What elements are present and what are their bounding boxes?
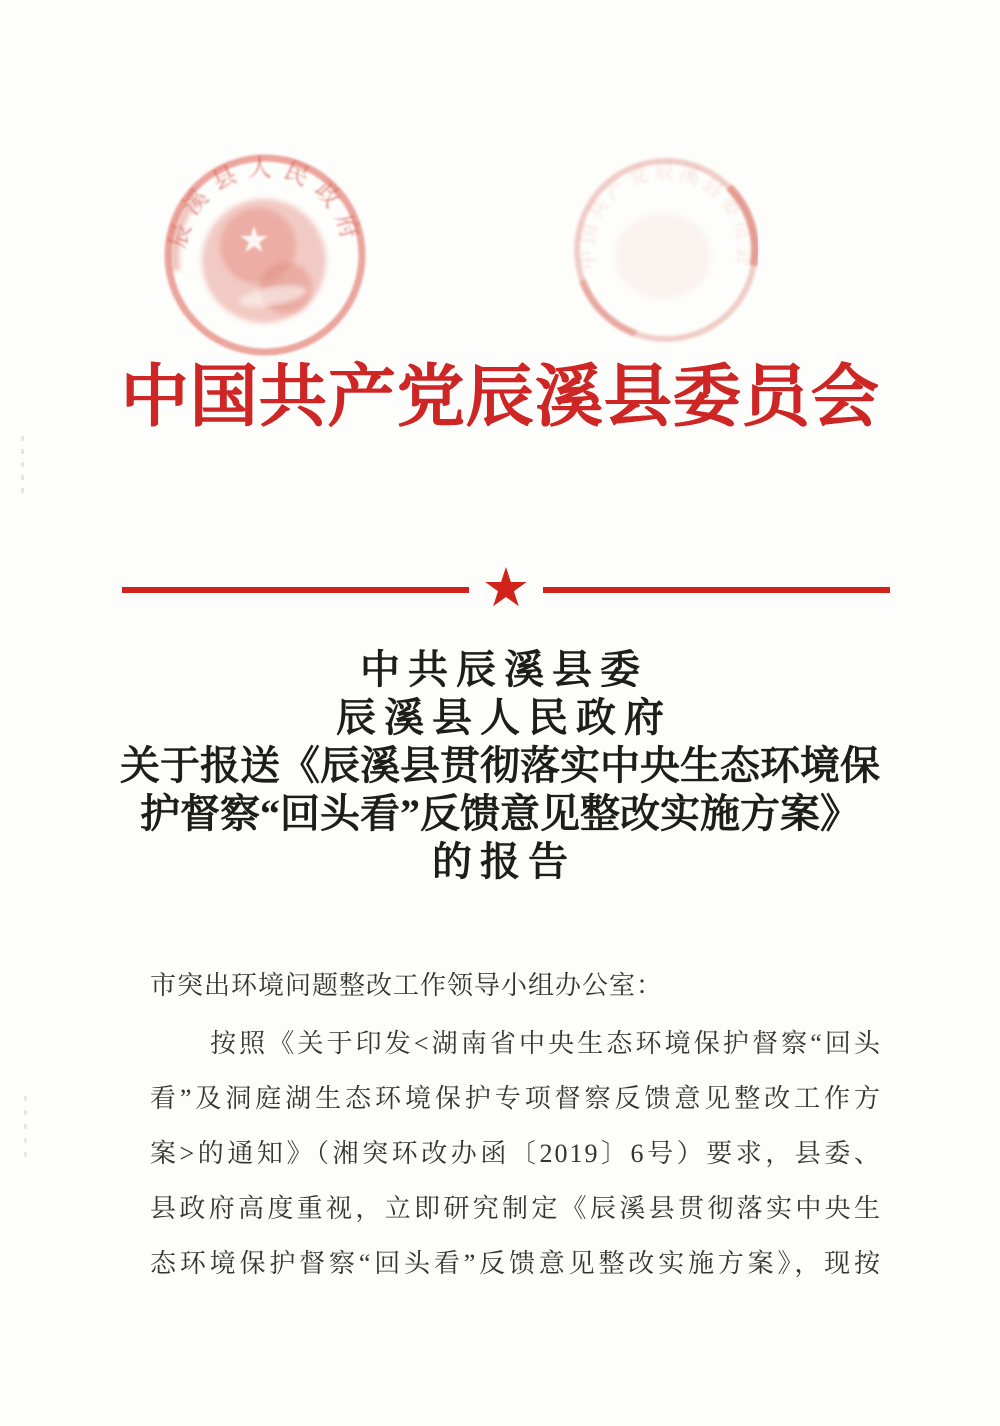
salutation: 市突出环境问题整改工作领导小组办公室： (150, 971, 664, 1000)
document-title-line: 的报告 (432, 839, 576, 884)
scan-artifact (24, 1096, 27, 1162)
document-title-line: 关于报送《辰溪县贯彻落实中央生态环境保 (120, 743, 880, 788)
official-seal-government (158, 148, 372, 362)
seal-arc-text: 辰溪县人民政府 (165, 156, 365, 252)
document-title-line: 中共辰溪县委 (360, 647, 648, 692)
document-title-line: 辰溪县人民政府 (336, 695, 672, 740)
body-line: 案>的通知》（湘突环改办函〔2019〕6号）要求，县委、 (150, 1139, 882, 1168)
seal-ring-heavy-ink-bottom (582, 280, 635, 333)
separator-line-right (543, 587, 890, 593)
body-line: 看”及洞庭湖生态环境保护专项督察反馈意见整改工作方 (150, 1084, 882, 1113)
body-paragraph (150, 1016, 882, 1291)
scan-artifact (21, 436, 24, 496)
body-line: 县政府高度重视，立即研究制定《辰溪县贯彻落实中央生 (150, 1194, 882, 1223)
emblem-star-icon: ★ (237, 220, 271, 261)
header-separator (122, 556, 890, 619)
document-body (150, 958, 882, 1291)
body-line: 态环境保护督察“回头看”反馈意见整改实施方案》，现按 (150, 1249, 882, 1278)
document-title-line: 护督察“回头看”反馈意见整改实施方案》 (140, 791, 860, 836)
official-seal-party-committee (568, 152, 764, 348)
seal-faded-interior (615, 214, 711, 298)
document-title (0, 646, 1000, 886)
seal-arc-text: 中国共产党辰溪县委员会 (576, 161, 756, 271)
star-icon: ★ (481, 556, 531, 619)
separator-line-left (122, 587, 469, 593)
org-title: 中国共产党辰溪县委员会 (120, 359, 880, 435)
body-line: 按照《关于印发<湖南省中央生态环境保护督察“回头 (210, 1029, 882, 1058)
